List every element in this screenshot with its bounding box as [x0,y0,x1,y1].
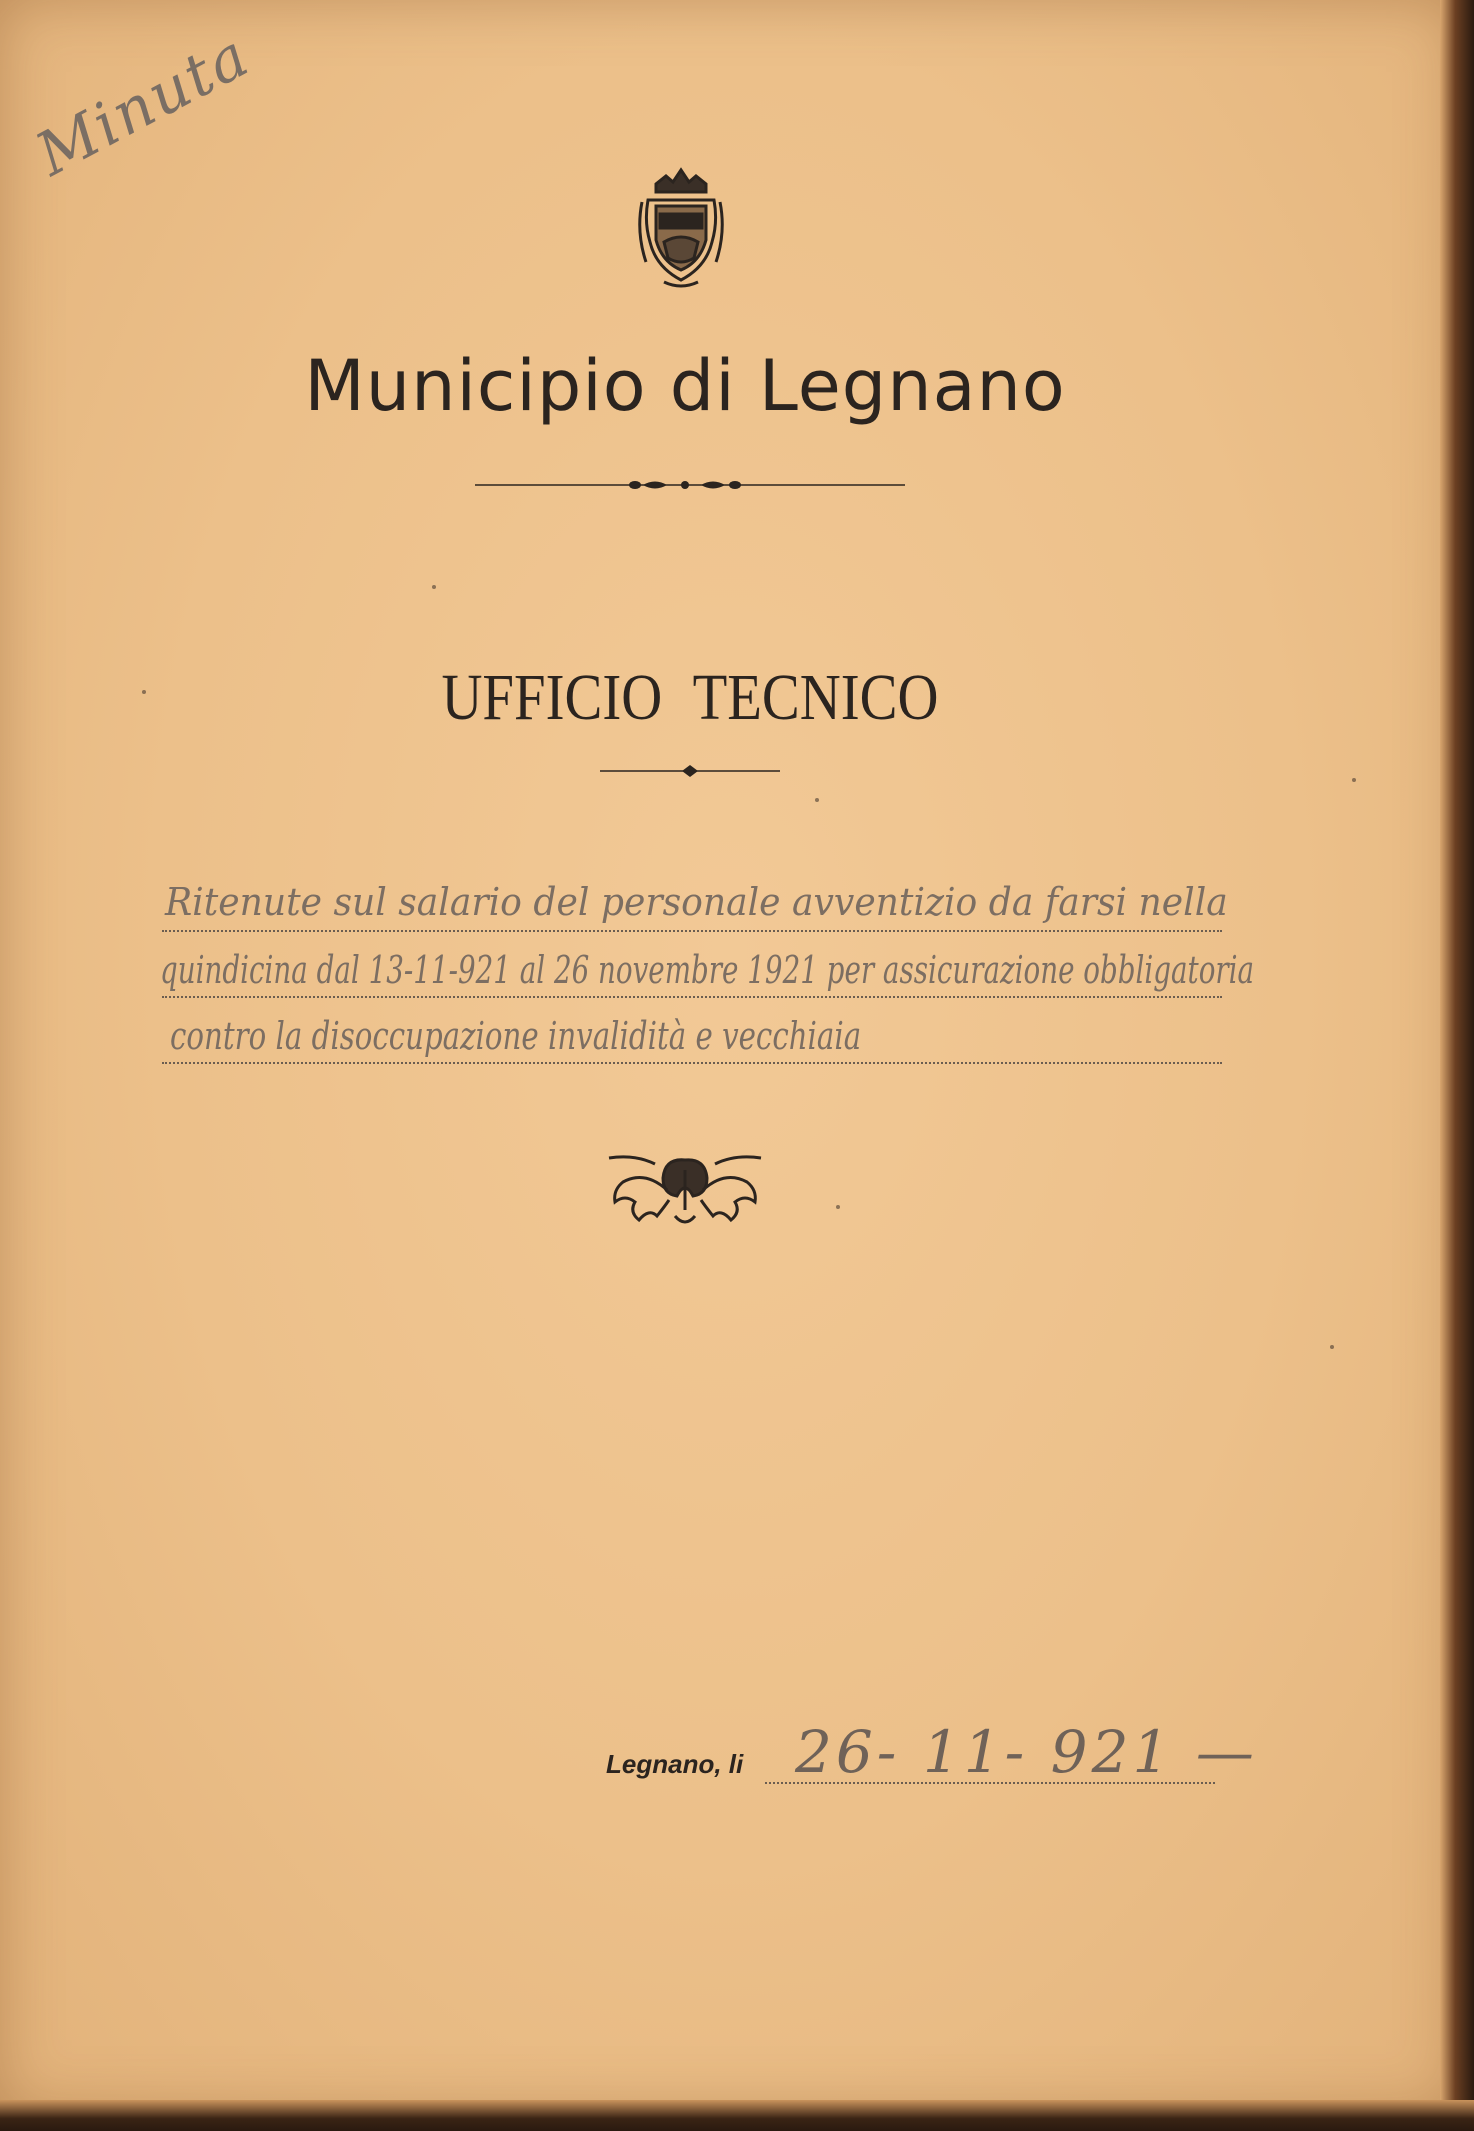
coat-of-arms-icon [634,162,728,292]
page-bottom-shadow [0,2100,1474,2131]
paper-speck [1352,778,1356,782]
paper-speck [815,798,819,802]
page-edge-shadow [1440,0,1474,2131]
paper-speck [432,585,436,589]
place-label: Legnano, li [606,1749,744,1779]
office-heading: UFFICIO TECNICO [441,661,939,734]
subject-line-3: contro la disoccupazione invalidità e vecchiaia [170,1014,862,1058]
ornamental-divider [475,472,905,498]
subject-line-1: Ritenute sul salario del personale avventizio da farsi nella [165,880,1228,924]
acanthus-ornament-icon [605,1150,765,1232]
paper-speck [142,690,146,694]
small-divider [600,760,780,782]
page-title: Municipio di Legnano [304,345,1066,427]
handwritten-date: 26- 11- 921 — [795,1718,1258,1786]
subject-line-2: quindicina dal 13-11-921 al 26 novembre 1921 per assicurazione obbligatoria [160,948,1255,992]
subject-rule-1 [162,930,1222,932]
subject-rule-2 [162,996,1222,998]
paper-speck [1330,1345,1334,1349]
handwritten-annotation: Minuta [25,20,261,190]
subject-rule-3 [162,1062,1222,1064]
paper-speck [836,1205,840,1209]
